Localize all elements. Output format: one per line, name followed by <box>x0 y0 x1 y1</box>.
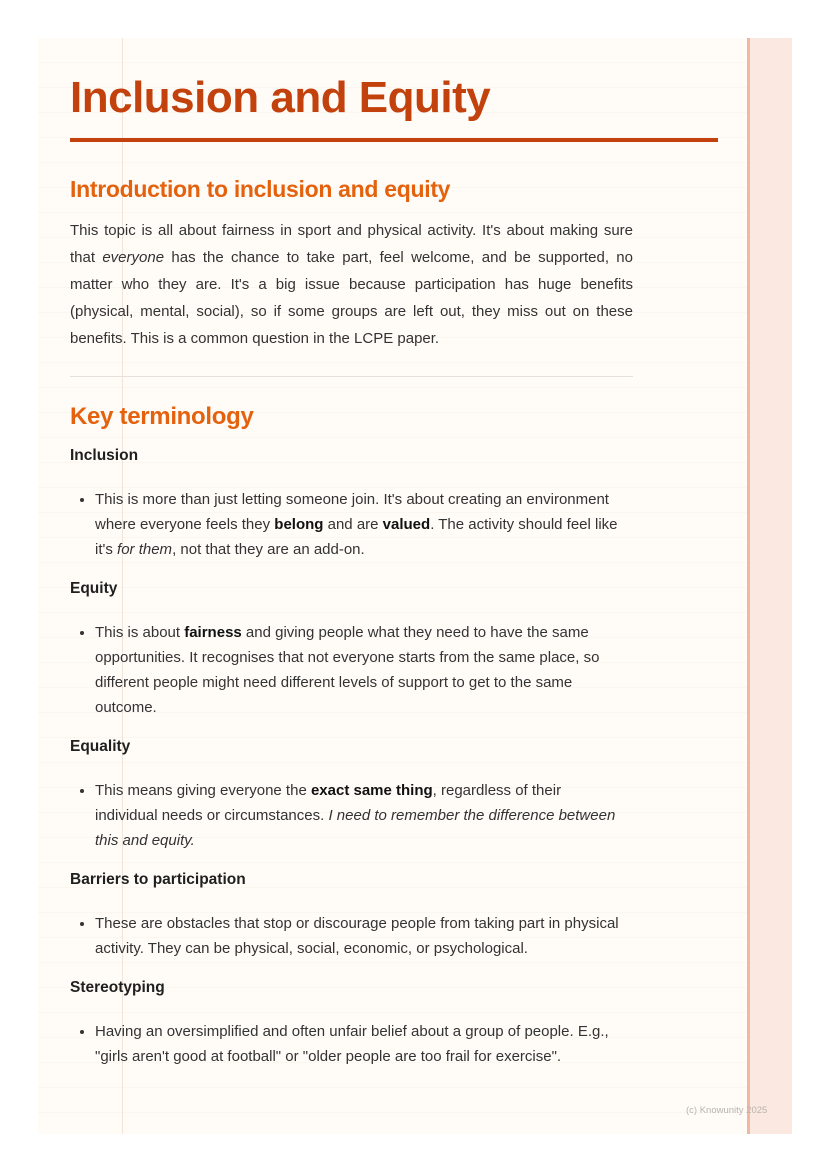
intro-emphasis: everyone <box>102 249 165 266</box>
section-divider <box>70 376 633 377</box>
term-equality: Equality <box>70 738 131 755</box>
definition-inclusion <box>95 487 625 562</box>
definition-emphasis: I need to remember the difference between this and equity. <box>95 807 616 849</box>
intro-text: has the chance to take part, feel welcome, and be supported, no matter who they are. It's a big issue because participation has huge benefits (physical, mental, social), so if some groups are left out, they miss out on these benefits. This is a common question in the LCPE paper. <box>70 249 633 347</box>
definition-list <box>70 1019 625 1069</box>
definition-text: and are <box>323 516 383 533</box>
term-inclusion: Inclusion <box>70 447 139 464</box>
definition-bold: valued <box>382 516 431 533</box>
title-divider <box>70 138 718 142</box>
term-equity: Equity <box>70 580 118 597</box>
definition-text: This means giving everyone the <box>95 782 311 799</box>
intro-text: This topic is all about fairness in sport and physical activity. It's about making sure that <box>70 222 633 266</box>
definition-barriers <box>95 911 625 961</box>
definition-text: This is about <box>95 624 185 641</box>
definition-text: . The activity should feel like it's <box>95 516 618 558</box>
definition-list <box>70 911 625 961</box>
definition-text: These are obstacles that stop or discourage people from taking part in physical activity. They can be physical, social, economic, or psychological. <box>95 915 619 957</box>
definition-list <box>70 487 625 562</box>
definition-text: Having an oversimplified and often unfair belief about a group of people. E.g., "girls aren't good at football" or "older people are too frail for exercise". <box>95 1023 609 1065</box>
definition-equality <box>95 778 625 853</box>
term-stereotyping: Stereotyping <box>70 979 165 996</box>
definition-bold: exact same thing <box>310 782 433 799</box>
definition-text: , regardless of their individual needs or circumstances. <box>95 782 562 824</box>
page-title: Inclusion and Equity <box>70 73 491 122</box>
intro-paragraph <box>70 217 633 352</box>
definition-emphasis: for them <box>117 541 173 558</box>
document-content <box>70 70 718 1069</box>
definition-text: This is more than just letting someone join. It's about creating an environment where everyone feels they <box>95 491 609 533</box>
definition-equity <box>95 620 625 720</box>
definition-bold: fairness <box>184 624 242 641</box>
section-heading-intro: Introduction to inclusion and equity <box>70 176 451 202</box>
definition-text: , not that they are an add-on. <box>172 541 365 558</box>
definition-text: and giving people what they need to have the same opportunities. It recognises that not everyone starts from the same place, so different people might need different levels of support to get to the same outcome. <box>95 624 600 716</box>
side-strip <box>750 38 792 1134</box>
term-barriers: Barriers to participation <box>70 871 246 888</box>
definition-stereotyping <box>95 1019 625 1069</box>
copyright-footer: (c) Knowunity 2025 <box>686 1105 768 1116</box>
definition-list <box>70 620 625 720</box>
section-heading-terminology: Key terminology <box>70 403 254 430</box>
definition-list <box>70 778 625 853</box>
definition-bold: belong <box>274 516 324 533</box>
